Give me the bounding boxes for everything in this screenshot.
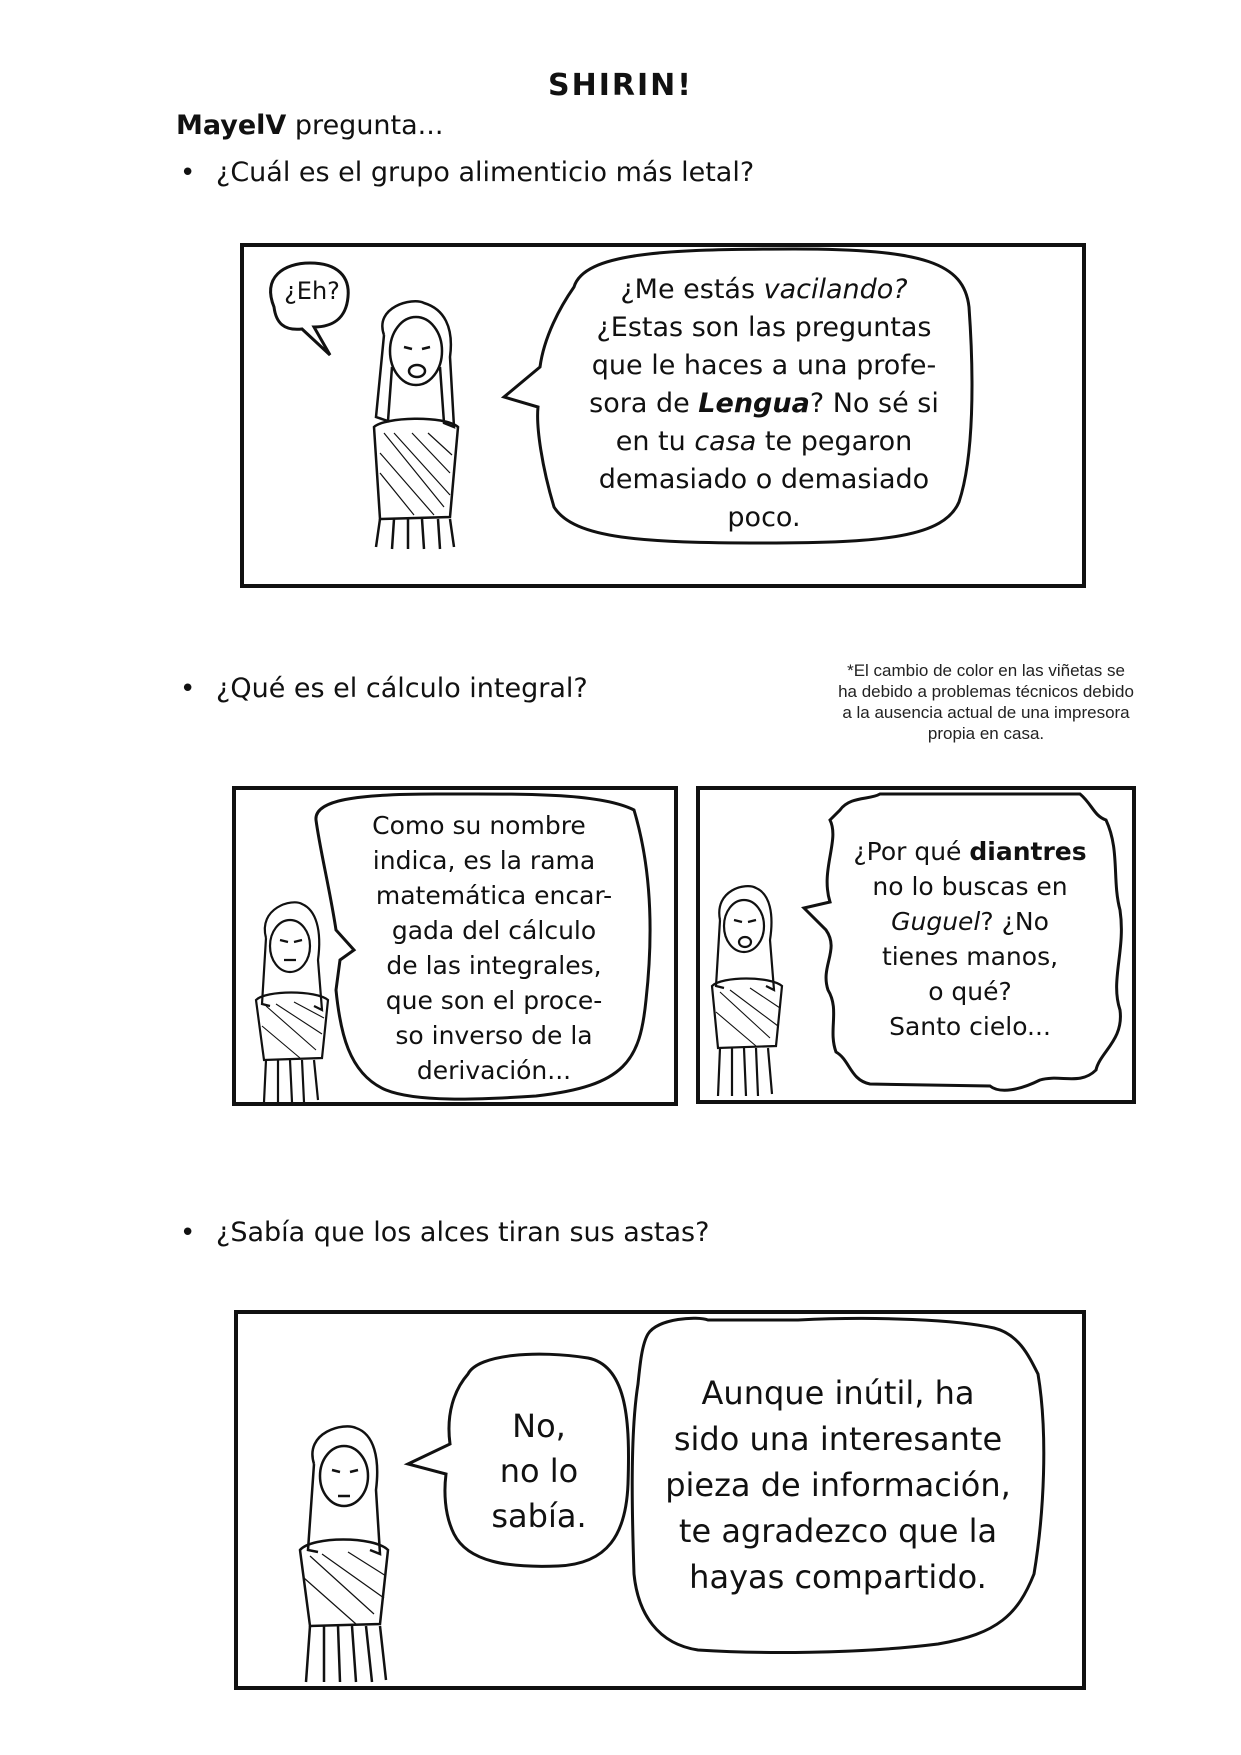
panel-1-small-text: ¿Eh? bbox=[284, 277, 340, 305]
comic-panel-3 bbox=[696, 786, 1136, 1104]
question-1: • ¿Cuál es el grupo alimenticio más letal? bbox=[216, 156, 754, 190]
asker-line bbox=[176, 110, 443, 141]
character-figure bbox=[712, 886, 782, 1096]
character-figure bbox=[300, 1426, 388, 1682]
panel-4-right-text: Aunque inútil, ha sido una interesante pieza de información, te agradezco que la hayas compartido. bbox=[665, 1374, 1011, 1596]
panel-2-text: Como su nombre indica, es la rama matemática encar- gada del cálculo de las integrales, que son el proce- so inverso de la derivación... bbox=[372, 811, 613, 1085]
comic-panel-2 bbox=[232, 786, 678, 1106]
page-title: SHIRIN! bbox=[548, 68, 693, 103]
question-3: • ¿Sabía que los alces tiran sus astas? bbox=[216, 1216, 709, 1250]
panel-4-left-text: No, no lo sabía. bbox=[491, 1407, 587, 1535]
comic-panel-1 bbox=[240, 243, 1086, 588]
comic-panel-4 bbox=[234, 1310, 1086, 1690]
panel-1-big-text: ¿Me estás vacilando? ¿Estas son las preguntas que le haces a una profe- sora de Lengua? No sé si en tu casa te pegaron demasiado o demasiado poco. bbox=[589, 274, 939, 533]
footnote-color-change: *El cambio de color en las viñetas se ha debido a problemas técnicos debido a la ausencia actual de una impresora propia en casa. bbox=[838, 661, 1134, 743]
character-figure bbox=[256, 902, 328, 1102]
panel-3-text: ¿Por qué diantres no lo buscas en Guguel? ¿No tienes manos, o qué? Santo cielo... bbox=[853, 837, 1087, 1041]
asker-verb: pregunta... bbox=[294, 110, 444, 141]
character-figure bbox=[374, 301, 458, 549]
question-2: • ¿Qué es el cálculo integral? bbox=[216, 672, 588, 706]
asker-name: MayelV bbox=[176, 110, 287, 141]
